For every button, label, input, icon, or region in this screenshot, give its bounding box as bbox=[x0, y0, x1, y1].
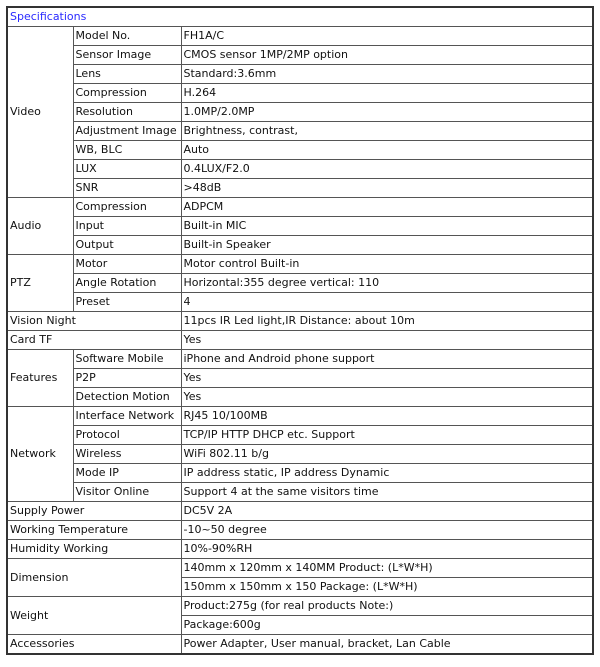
spec-value: ADPCM bbox=[181, 198, 593, 217]
table-row bbox=[7, 312, 593, 331]
spec-key-weight: Weight bbox=[7, 597, 181, 635]
spec-value: Yes bbox=[181, 369, 593, 388]
table-row bbox=[7, 350, 593, 369]
spec-key: Sensor Image bbox=[73, 46, 181, 65]
table-row bbox=[7, 217, 593, 236]
spec-value: Horizontal:355 degree vertical: 110 bbox=[181, 274, 593, 293]
spec-key: Lens bbox=[73, 65, 181, 84]
spec-key: Input bbox=[73, 217, 181, 236]
table-row bbox=[7, 426, 593, 445]
table-row bbox=[7, 255, 593, 274]
table-row bbox=[7, 160, 593, 179]
table-row bbox=[7, 502, 593, 521]
spec-key-humidity-working: Humidity Working bbox=[7, 540, 181, 559]
spec-value: Motor control Built-in bbox=[181, 255, 593, 274]
section-label-features: Features bbox=[7, 350, 73, 407]
table-row bbox=[7, 274, 593, 293]
spec-value: 4 bbox=[181, 293, 593, 312]
table-row bbox=[7, 635, 593, 655]
spec-value: Product:275g (for real products Note:) bbox=[181, 597, 593, 616]
spec-value: iPhone and Android phone support bbox=[181, 350, 593, 369]
spec-key: Mode IP bbox=[73, 464, 181, 483]
spec-value: 0.4LUX/F2.0 bbox=[181, 160, 593, 179]
spec-key: Resolution bbox=[73, 103, 181, 122]
spec-value: Built-in Speaker bbox=[181, 236, 593, 255]
spec-key: Model No. bbox=[73, 27, 181, 46]
spec-key: Protocol bbox=[73, 426, 181, 445]
spec-key: Wireless bbox=[73, 445, 181, 464]
spec-value: 11pcs IR Led light,IR Distance: about 10m bbox=[181, 312, 593, 331]
section-label-network: Network bbox=[7, 407, 73, 502]
spec-key-accessories: Accessories bbox=[7, 635, 181, 655]
spec-key-card-tf: Card TF bbox=[7, 331, 181, 350]
spec-key: Adjustment Image bbox=[73, 122, 181, 141]
spec-key: Angle Rotation bbox=[73, 274, 181, 293]
spec-value: 150mm x 150mm x 150 Package: (L*W*H) bbox=[181, 578, 593, 597]
spec-key: P2P bbox=[73, 369, 181, 388]
section-label-audio: Audio bbox=[7, 198, 73, 255]
table-row bbox=[7, 483, 593, 502]
spec-value: WiFi 802.11 b/g bbox=[181, 445, 593, 464]
spec-key: Visitor Online bbox=[73, 483, 181, 502]
table-row bbox=[7, 521, 593, 540]
spec-value: IP address static, IP address Dynamic bbox=[181, 464, 593, 483]
spec-key: LUX bbox=[73, 160, 181, 179]
table-row bbox=[7, 198, 593, 217]
spec-key-vision-night: Vision Night bbox=[7, 312, 181, 331]
table-row bbox=[7, 464, 593, 483]
table-row bbox=[7, 122, 593, 141]
table-row bbox=[7, 559, 593, 578]
spec-value: Built-in MIC bbox=[181, 217, 593, 236]
spec-key: SNR bbox=[73, 179, 181, 198]
table-row bbox=[7, 445, 593, 464]
spec-value: 10%-90%RH bbox=[181, 540, 593, 559]
table-row bbox=[7, 369, 593, 388]
spec-value: Auto bbox=[181, 141, 593, 160]
table-row bbox=[7, 84, 593, 103]
spec-value: Power Adapter, User manual, bracket, Lan Cable bbox=[181, 635, 593, 655]
spec-key-dimension: Dimension bbox=[7, 559, 181, 597]
table-row bbox=[7, 540, 593, 559]
spec-key: Interface Network bbox=[73, 407, 181, 426]
table-row bbox=[7, 46, 593, 65]
spec-key: Preset bbox=[73, 293, 181, 312]
spec-key: Motor bbox=[73, 255, 181, 274]
table-row bbox=[7, 103, 593, 122]
spec-key-working-temperature: Working Temperature bbox=[7, 521, 181, 540]
spec-value: DC5V 2A bbox=[181, 502, 593, 521]
table-row bbox=[7, 331, 593, 350]
spec-value: TCP/IP HTTP DHCP etc. Support bbox=[181, 426, 593, 445]
table-row bbox=[7, 27, 593, 46]
section-label-video: Video bbox=[7, 27, 73, 198]
spec-key: Software Mobile bbox=[73, 350, 181, 369]
spec-value: Brightness, contrast, bbox=[181, 122, 593, 141]
spec-value: H.264 bbox=[181, 84, 593, 103]
section-label-ptz: PTZ bbox=[7, 255, 73, 312]
spec-value: -10~50 degree bbox=[181, 521, 593, 540]
table-row bbox=[7, 407, 593, 426]
spec-value: CMOS sensor 1MP/2MP option bbox=[181, 46, 593, 65]
spec-value: >48dB bbox=[181, 179, 593, 198]
spec-key: Detection Motion bbox=[73, 388, 181, 407]
table-row bbox=[7, 236, 593, 255]
spec-key: Compression bbox=[73, 84, 181, 103]
table-row bbox=[7, 179, 593, 198]
table-row bbox=[7, 597, 593, 616]
table-title: Specifications bbox=[7, 7, 593, 27]
spec-value: 140mm x 120mm x 140MM Product: (L*W*H) bbox=[181, 559, 593, 578]
spec-key: Output bbox=[73, 236, 181, 255]
spec-value: Yes bbox=[181, 331, 593, 350]
table-header-row bbox=[7, 7, 593, 27]
table-row bbox=[7, 388, 593, 407]
table-row bbox=[7, 293, 593, 312]
spec-value: Standard:3.6mm bbox=[181, 65, 593, 84]
table-row bbox=[7, 65, 593, 84]
spec-value: RJ45 10/100MB bbox=[181, 407, 593, 426]
specifications-table bbox=[6, 6, 594, 655]
spec-value: 1.0MP/2.0MP bbox=[181, 103, 593, 122]
table-row bbox=[7, 141, 593, 160]
spec-key-supply-power: Supply Power bbox=[7, 502, 181, 521]
spec-value: FH1A/C bbox=[181, 27, 593, 46]
spec-value: Package:600g bbox=[181, 616, 593, 635]
spec-value: Support 4 at the same visitors time bbox=[181, 483, 593, 502]
spec-value: Yes bbox=[181, 388, 593, 407]
spec-key: WB, BLC bbox=[73, 141, 181, 160]
spec-key: Compression bbox=[73, 198, 181, 217]
